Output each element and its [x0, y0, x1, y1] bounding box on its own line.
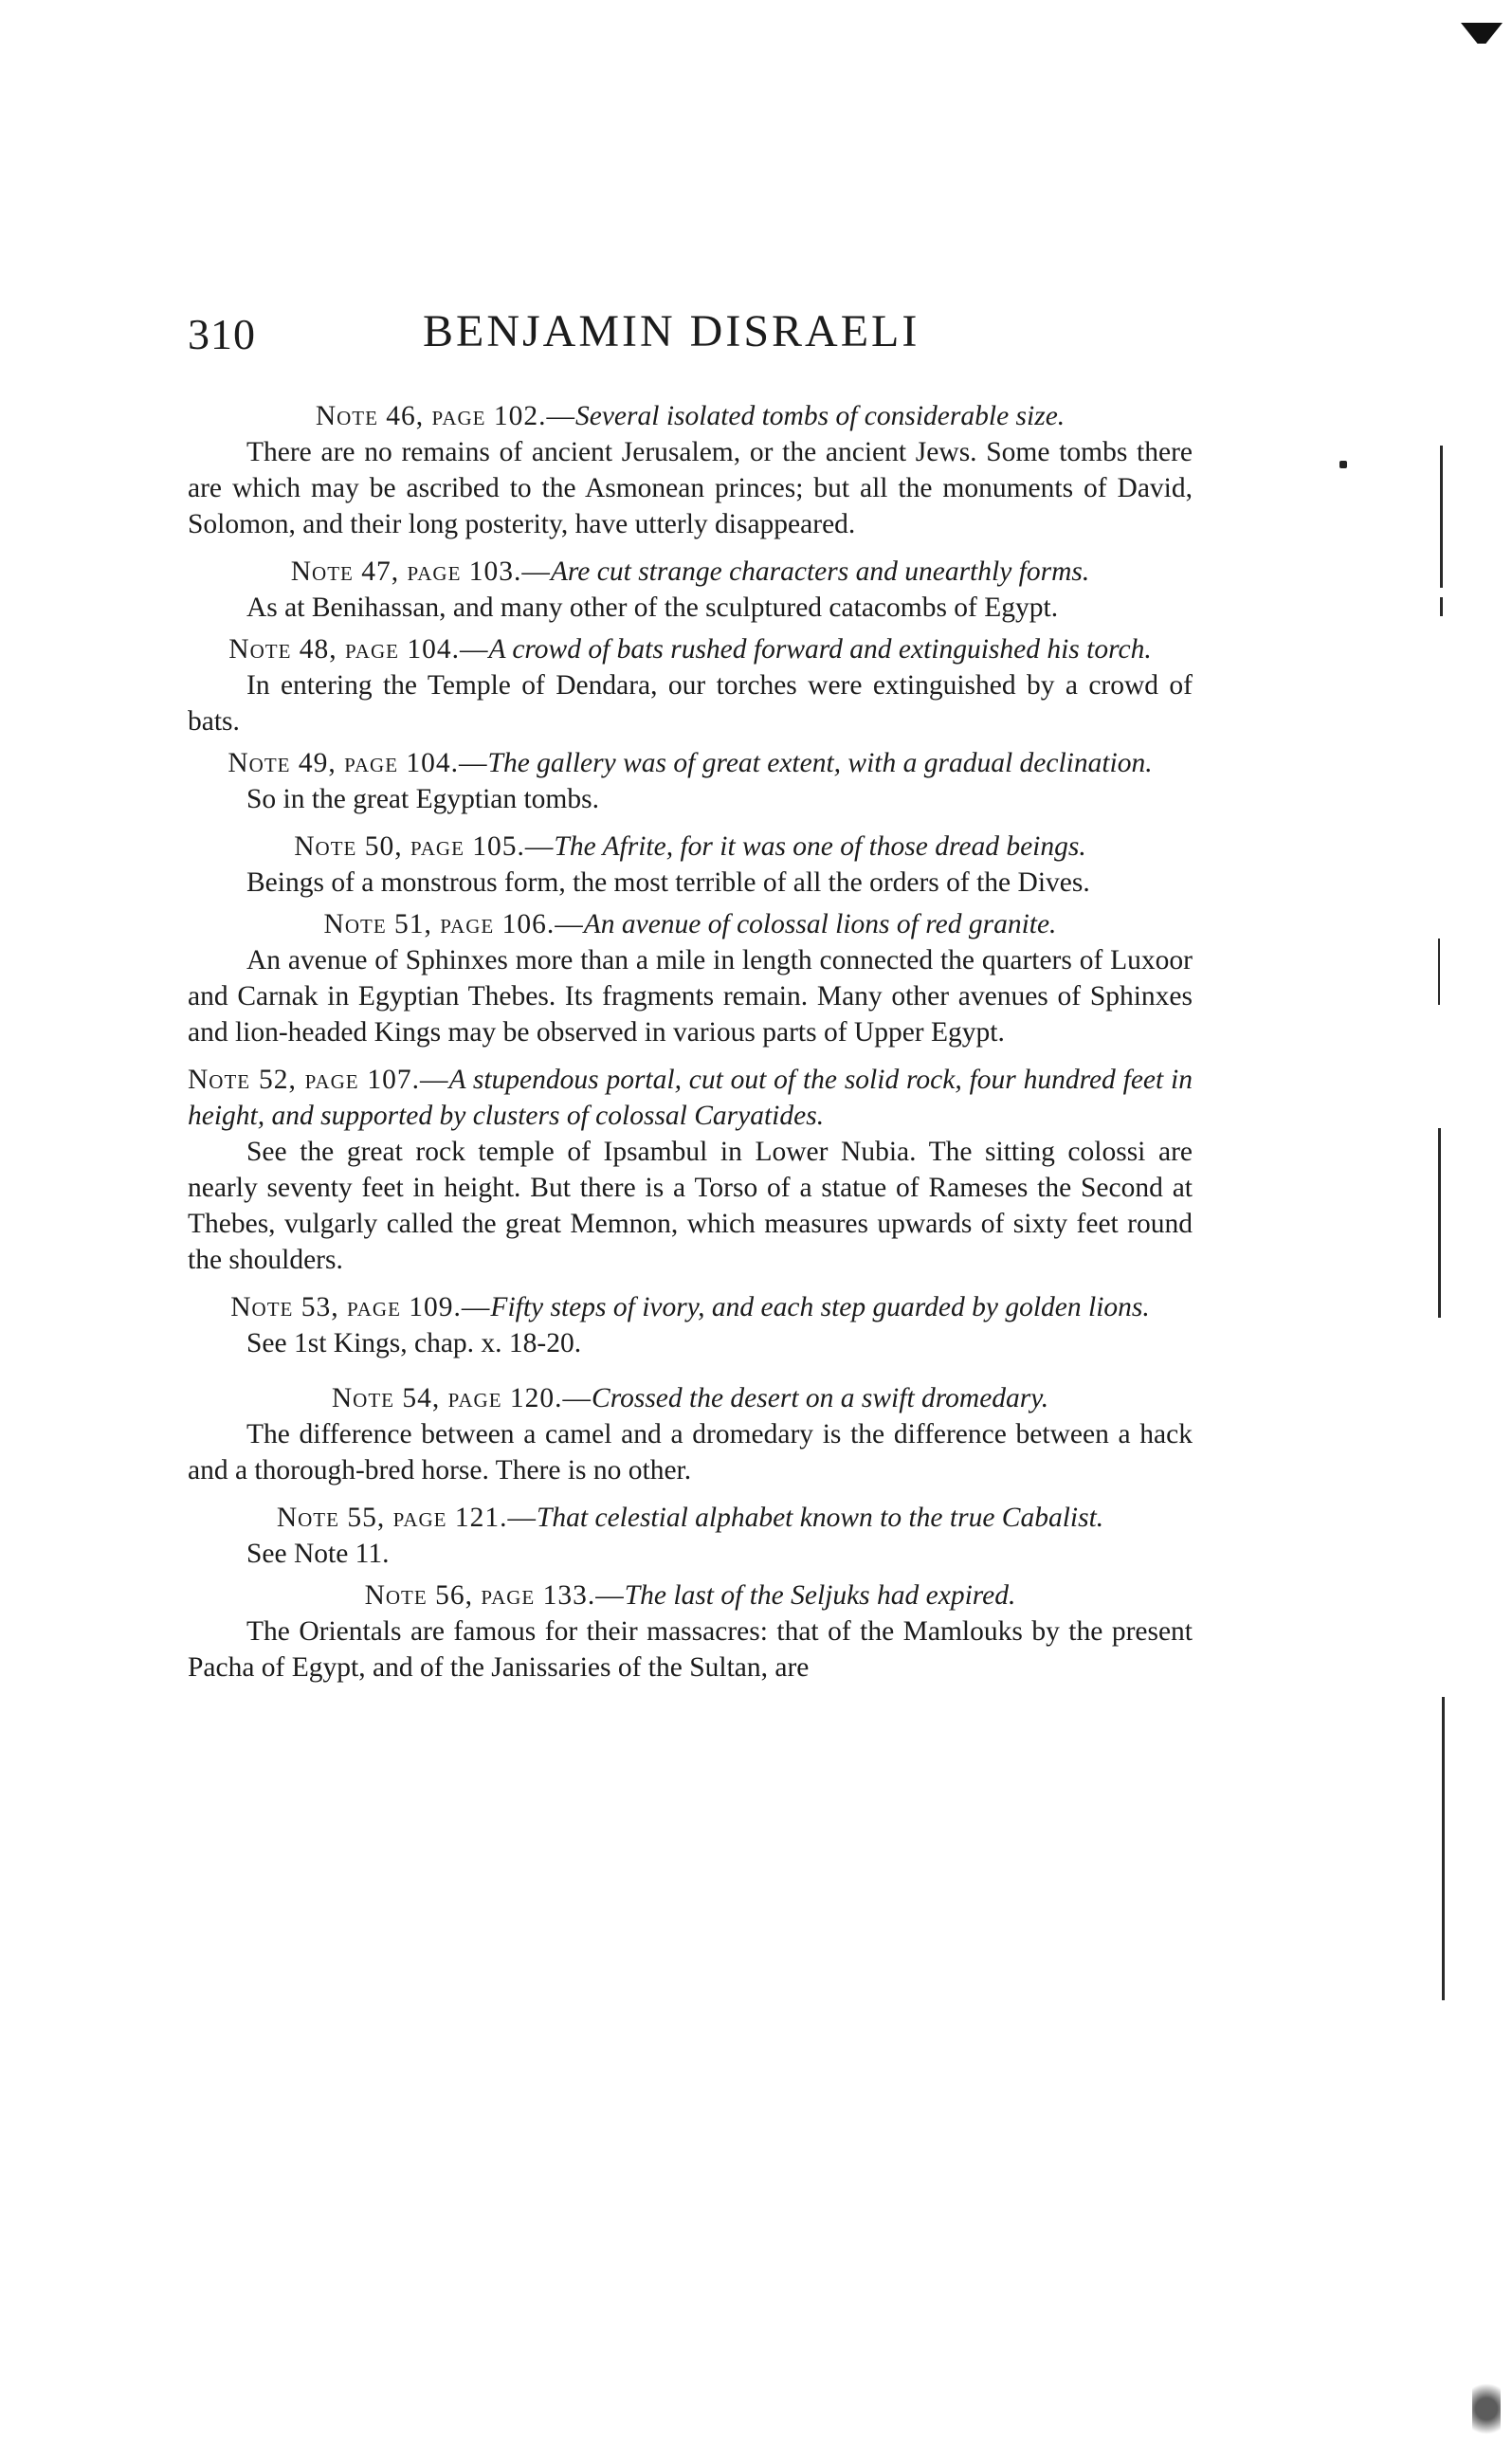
note-heading — [188, 1289, 1193, 1325]
note-heading — [188, 1500, 1193, 1536]
note-quote: Several isolated tombs of considerable size. — [574, 401, 1066, 431]
note-label: Note 50, page 105.— — [294, 831, 555, 862]
note-quote: That celestial alphabet known to the true Cabalist. — [537, 1503, 1104, 1533]
note-label: Note 51, page 106.— — [323, 909, 584, 939]
notes-section — [188, 398, 1193, 1697]
note-label: Note 56, page 133.— — [364, 1580, 625, 1611]
note-quote: The gallery was of great extent, with a gradual declination. — [487, 748, 1153, 778]
note-label: Note 55, page 121.— — [276, 1503, 537, 1533]
note-quote: The Afrite, for it was one of those dread beings. — [554, 831, 1086, 862]
scan-corner-mark — [1461, 23, 1503, 44]
note-quote: A stupendous portal, cut out of the solid rock, four hundred feet in height, and supported by clusters of colossal Caryatides. — [188, 1065, 1193, 1131]
note-body: So in the great Egyptian tombs. — [246, 784, 599, 814]
note-heading — [188, 631, 1193, 667]
note-heading — [188, 1577, 1193, 1613]
note-quote: Are cut strange characters and unearthly forms. — [550, 556, 1090, 587]
running-title: BENJAMIN DISRAELI — [423, 306, 920, 356]
page-number: 310 — [188, 310, 256, 358]
note-body: An avenue of Sphinxes more than a mile in length connected the quarters of Luxoor and Carnak in Egyptian Thebes. Its fragments remain. Many other avenues of Sphinxes and lion-headed Kings may be observed in various parts of Upper Egypt. — [188, 945, 1193, 1048]
note-body: The difference between a camel and a dromedary is the difference between a hack and a thorough-bred horse. There is no other. — [188, 1419, 1193, 1486]
note-label: Note 53, page 109.— — [230, 1292, 491, 1322]
note-body: There are no remains of ancient Jerusalem, or the ancient Jews. Some tombs there are which may be ascribed to the Asmonean princes; but all the monuments of David, Solomon, and their long posterity, have utterly disappeared. — [188, 437, 1193, 539]
note-heading — [188, 398, 1193, 434]
note-heading — [188, 1062, 1193, 1134]
note-body: As at Benihassan, and many other of the sculptured catacombs of Egypt. — [246, 592, 1059, 623]
note-heading — [188, 1380, 1193, 1416]
note-quote: Fifty steps of ivory, and each step guarded by golden lions. — [490, 1292, 1150, 1322]
margin-mark — [1442, 1697, 1445, 2000]
margin-mark — [1438, 939, 1440, 1005]
note-heading — [188, 554, 1193, 590]
note-label: Note 49, page 104.— — [228, 748, 488, 778]
margin-mark — [1440, 446, 1443, 588]
margin-mark — [1438, 1128, 1441, 1318]
note-heading — [188, 829, 1193, 865]
note-quote: An avenue of colossal lions of red granite. — [583, 909, 1057, 939]
note-body: See Note 11. — [246, 1539, 390, 1569]
note-label: Note 54, page 120.— — [331, 1383, 592, 1413]
note-label: Note 46, page 102.— — [315, 401, 575, 431]
note-label: Note 47, page 103.— — [290, 556, 551, 587]
note-label: Note 52, page 107.— — [188, 1065, 449, 1095]
margin-mark — [1440, 597, 1443, 616]
scan-corner-speck — [1472, 2376, 1501, 2442]
note-body: The Orientals are famous for their massacres: that of the Mamlouks by the present Pacha of Egypt, and of the Janissaries of the Sultan, are — [188, 1616, 1193, 1683]
note-quote: A crowd of bats rushed forward and extinguished his torch. — [488, 634, 1152, 665]
note-label: Note 48, page 104.— — [228, 634, 489, 665]
spacer — [188, 1373, 1193, 1380]
note-body: Beings of a monstrous form, the most terrible of all the orders of the Dives. — [246, 867, 1090, 898]
note-quote: The last of the Seljuks had expired. — [624, 1580, 1016, 1611]
note-body: See 1st Kings, chap. x. 18-20. — [246, 1328, 582, 1358]
page-header — [188, 301, 1193, 368]
note-body: In entering the Temple of Dendara, our torches were extinguished by a crowd of bats. — [188, 670, 1193, 737]
note-heading — [188, 906, 1193, 942]
note-quote: Crossed the desert on a swift dromedary. — [592, 1383, 1049, 1413]
margin-dot — [1339, 461, 1347, 468]
note-body: See the great rock temple of Ipsambul in Lower Nubia. The sitting colossi are nearly seventy feet in height. But there is a Torso of a statue of Rameses the Second at Thebes, vulgarly called the great Memnon, which measures upwards of sixty feet round the shoulders. — [188, 1137, 1193, 1275]
note-heading — [188, 745, 1193, 781]
